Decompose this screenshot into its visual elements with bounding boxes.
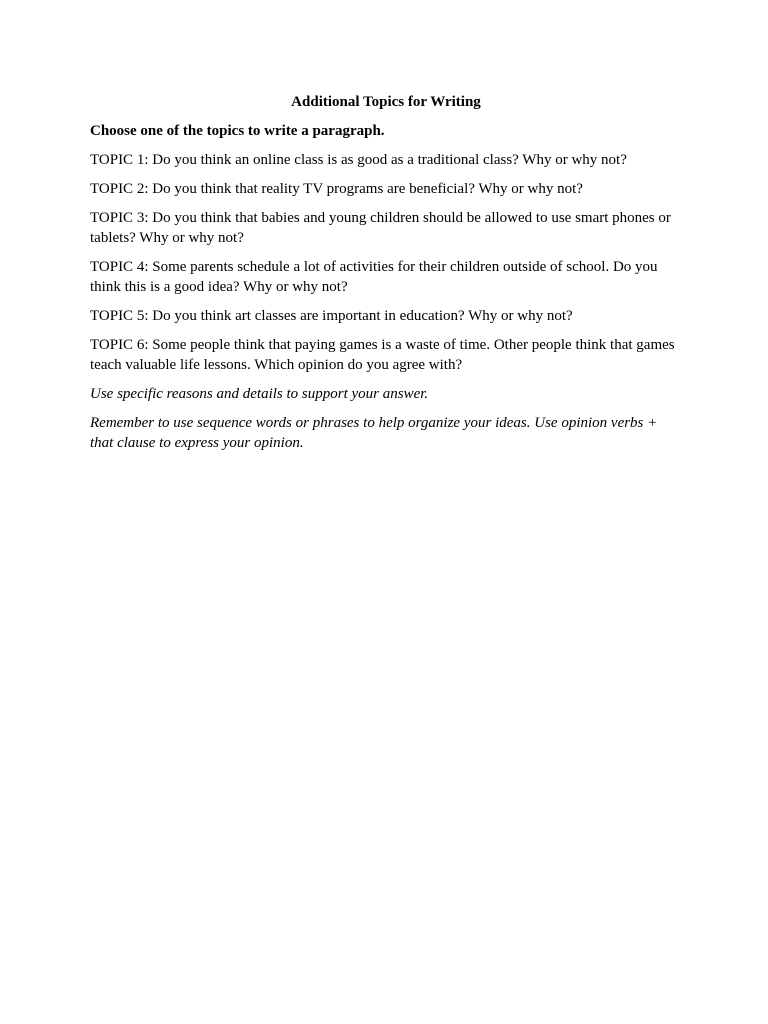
topic-3: TOPIC 3: Do you think that babies and young children should be allowed to use smart phones or tablets? Why or why not? (90, 210, 671, 246)
topic-5: TOPIC 5: Do you think art classes are important in education? Why or why not? (90, 308, 573, 324)
instruction-text: Choose one of the topics to write a paragraph. (90, 123, 385, 139)
document-body (90, 92, 682, 462)
organization-note: Remember to use sequence words or phrases to help organize your ideas. Use opinion verbs + that clause to express your opinion. (90, 415, 658, 451)
topic-1: TOPIC 1: Do you think an online class is as good as a traditional class? Why or why not? (90, 152, 627, 168)
topic-2: TOPIC 2: Do you think that reality TV programs are beneficial? Why or why not? (90, 181, 583, 197)
topic-4: TOPIC 4: Some parents schedule a lot of activities for their children outside of school. Do you think this is a good idea? Why or why not? (90, 259, 658, 295)
document-title: Additional Topics for Writing (291, 94, 481, 110)
topic-6: TOPIC 6: Some people think that paying games is a waste of time. Other people think that games teach valuable life lessons. Which opinion do you agree with? (90, 337, 675, 373)
support-note: Use specific reasons and details to support your answer. (90, 386, 429, 402)
